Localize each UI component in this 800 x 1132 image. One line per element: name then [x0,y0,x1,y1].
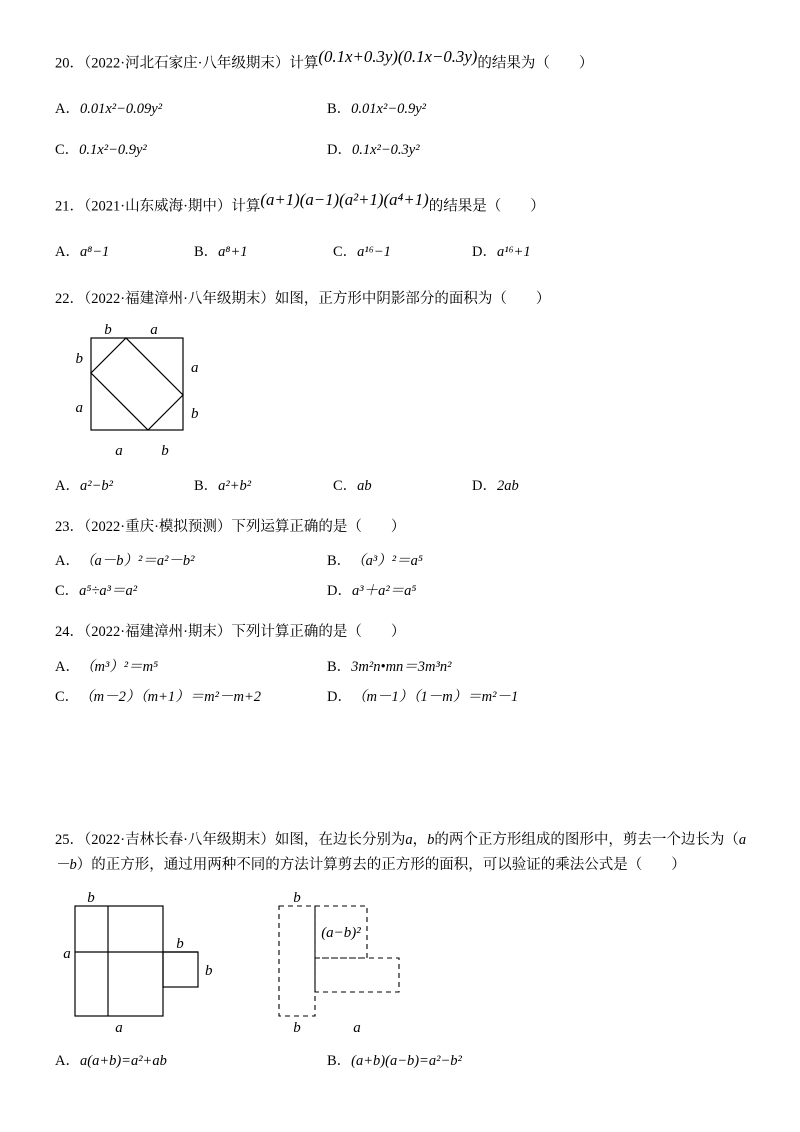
stem-formula: (0.1x+0.3y)(0.1x−0.3y) [318,47,478,66]
option-letter: A． [55,1053,80,1070]
question-23-options-row-2 [55,579,750,600]
label-top: b [87,890,95,907]
question-20-option-b [327,97,599,118]
option-formula: （m－1）（1－m）＝m²－1 [351,688,519,705]
label-bottom-left: b [293,1020,301,1037]
option-formula: 0.01x²−0.09y² [79,100,163,117]
option-formula: 0.01x²−0.9y² [351,100,427,117]
label-left: a [63,946,71,963]
question-20-options-row-1 [55,97,750,118]
question-25-stem [55,828,750,879]
question-21 [55,185,750,261]
option-letter: C． [333,243,358,260]
question-22-option-a [55,474,194,495]
option-letter: C． [55,583,80,600]
stem-text: 20．（2022·河北石家庄·八年级期末）计算 [55,55,319,72]
option-letter: B． [194,477,219,494]
label-top-left: b [104,321,112,338]
option-formula: ab [357,477,372,494]
option-letter: C． [333,477,358,494]
option-formula: a(a+b)=a²+ab [79,1053,167,1070]
question-20-options-row-2 [55,138,750,159]
stem-text: 的结果为（ ） [477,55,594,72]
outer-square [91,338,183,430]
label-top: b [293,890,301,907]
question-23 [55,515,750,600]
option-formula: （m－2）（m+1）＝m²－m+2 [79,688,261,705]
stem-text: 的两个正方形组成的图形中，剪去一个边长为（ [434,831,739,848]
option-formula: （m³）²＝m⁵ [79,658,159,675]
option-letter: D． [472,243,497,260]
option-letter: B． [194,243,219,260]
question-24-option-d [327,685,599,706]
option-formula: a⁸−1 [79,243,110,260]
option-letter: D． [327,141,352,158]
option-formula: （a－b）²＝a²－b² [79,553,195,570]
stem-formula: (a+1)(a−1)(a²+1)(a⁴+1) [260,189,429,209]
question-21-stem [55,185,750,220]
question-23-options-row-1 [55,549,750,570]
option-letter: D． [327,583,352,600]
label-bottom: a [115,1020,123,1037]
dashed-wide-rect [315,958,399,992]
option-letter: B． [327,658,352,675]
question-23-option-c [55,579,327,600]
dashed-tall-rect [279,906,315,1016]
question-24-options-row-2 [55,685,750,706]
question-21-option-a [55,240,194,261]
question-24-option-a [55,655,327,676]
question-24-option-c [55,685,327,706]
stem-text: 22．（2022·福建漳州·八年级期末）如图，正方形中阴影部分的面积为（ ） [55,290,551,307]
question-20-option-a [55,97,327,118]
label-bottom-right: a [353,1020,361,1037]
option-letter: D． [327,688,352,705]
question-25 [55,828,750,1071]
option-formula: 0.1x²−0.9y² [79,141,147,158]
question-22-option-c [333,474,472,495]
stem-formula: a－b [55,831,747,873]
option-letter: B． [327,1053,352,1070]
stem-text: 24．（2022·福建漳州·期末）下列计算正确的是（ ） [55,624,406,641]
question-24-options-row-1 [55,655,750,676]
option-formula: a¹⁶+1 [496,243,531,260]
option-formula: a²+b² [218,477,252,494]
stem-text: 的结果是（ ） [428,198,545,215]
shaded-rectangle [91,338,183,430]
question-21-option-d [472,240,611,261]
option-letter: A． [55,100,80,117]
question-23-stem [55,515,750,540]
question-20-option-d [327,138,599,159]
question-23-option-a [55,549,327,570]
stem-text: 23．（2022·重庆·模拟预测）下列运算正确的是（ ） [55,518,406,535]
label-cut-area: (a−b)² [321,925,361,942]
stem-text: 21．（2021·山东威海·期中）计算 [55,198,261,215]
question-22-option-b [194,474,333,495]
option-formula: 3m²n•mn＝3m³n² [351,658,452,675]
label-left-bottom: a [75,399,83,416]
stem-text: ）的正方形，通过用两种不同的方法计算剪去的正方形的面积，可以验证的乘法公式是（ ） [76,857,686,873]
label-top-right: a [150,321,158,338]
question-25-option-a [55,1049,327,1070]
option-letter: A． [55,553,80,570]
question-22-options-row [55,474,750,495]
question-22-figure [61,322,750,465]
option-letter: B． [327,100,352,117]
question-24-option-b [327,655,599,676]
label-bottom-left: a [115,442,123,459]
question-24-stem [55,620,750,645]
option-letter: A． [55,243,80,260]
option-letter: B． [327,553,352,570]
question-23-option-d [327,579,599,600]
stem-text: ， [412,831,428,848]
option-letter: A． [55,658,80,675]
label-notch-right: b [205,963,213,980]
option-formula: a³＋a²＝a⁵ [351,583,417,600]
label-bottom-right: b [161,442,169,459]
question-22-stem [55,287,750,312]
stem-text: 25．（2022·吉林长春·八年级期末）如图，在边长分别为 [55,831,406,848]
question-21-options-row [55,240,750,261]
option-formula: （a³）²＝a⁵ [351,553,423,570]
question-25-figures [57,890,750,1040]
shaded-square-diagram [61,322,225,460]
question-20 [55,42,750,159]
question-25-option-b [327,1049,599,1070]
option-formula: a¹⁶−1 [357,243,391,260]
label-notch-top: b [176,936,184,953]
option-letter: C． [55,688,80,705]
label-right-bottom: b [191,405,199,422]
notch-square [163,952,198,987]
question-22 [55,287,750,495]
dashed-cut-diagram [267,890,417,1040]
option-letter: D． [472,477,497,494]
question-24 [55,620,750,705]
label-left-top: b [75,350,83,367]
option-formula: (a+b)(a−b)=a²−b² [351,1053,462,1070]
option-formula: 2ab [496,477,519,494]
option-letter: A． [55,477,80,494]
label-right-top: a [191,359,199,376]
option-formula: a⁸+1 [218,243,248,260]
outer-rect [75,906,163,1016]
question-23-option-b [327,549,599,570]
question-25-options-row [55,1049,750,1070]
question-21-option-b [194,240,333,261]
question-21-option-c [333,240,472,261]
option-letter: C． [55,141,80,158]
option-formula: a⁵÷a³＝a² [79,583,138,600]
solid-squares-diagram [57,890,227,1040]
stem-formula: b [427,831,435,848]
question-20-stem [55,42,750,77]
option-formula: a²−b² [79,477,113,494]
question-20-option-c [55,138,327,159]
option-formula: 0.1x²−0.3y² [351,141,420,158]
question-22-option-d [472,474,611,495]
stem-formula: a [405,831,413,848]
